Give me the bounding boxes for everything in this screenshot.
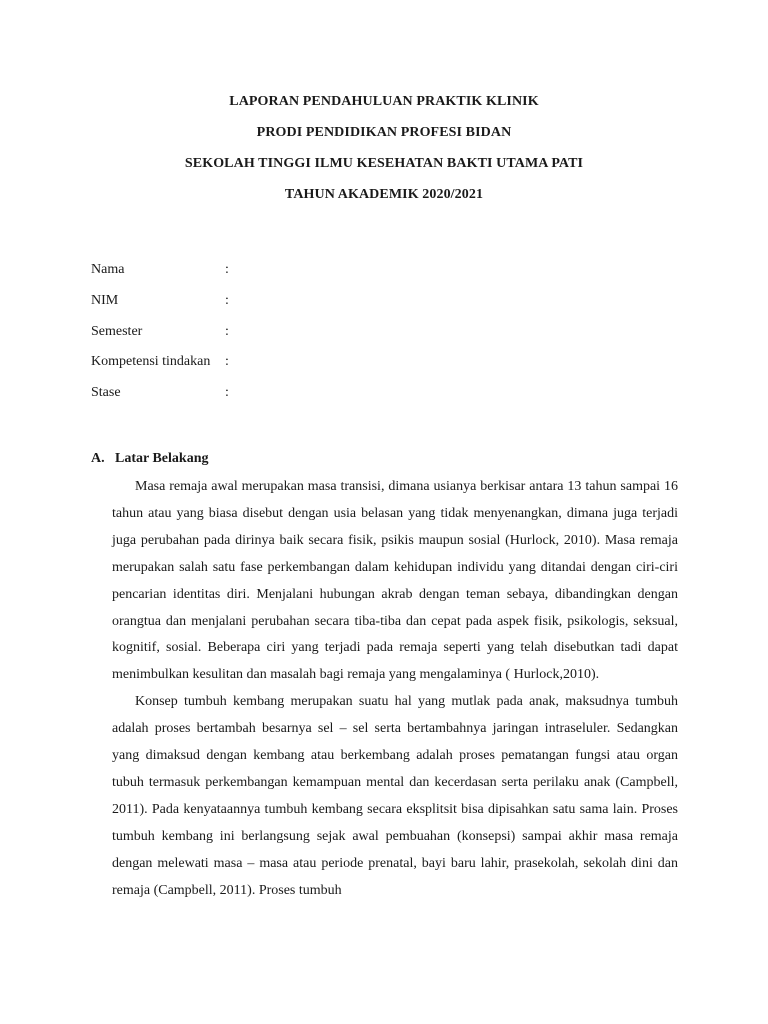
- identity-label: NIM: [91, 293, 119, 309]
- identity-form: [91, 255, 235, 408]
- section-title: Latar Belakang: [115, 451, 209, 466]
- identity-colon: :: [225, 293, 229, 309]
- identity-colon: :: [225, 323, 229, 339]
- section-heading: [91, 449, 208, 469]
- identity-row-semester: [91, 316, 235, 347]
- identity-label: Kompetensi tindakan: [91, 354, 211, 370]
- identity-label: Semester: [91, 323, 143, 339]
- identity-colon: :: [225, 385, 229, 401]
- header-academic-year-line: TAHUN AKADEMIK 2020/2021: [284, 187, 484, 202]
- identity-label: Nama: [91, 262, 125, 278]
- section-number: A.: [91, 451, 105, 466]
- identity-label: Stase: [91, 385, 121, 401]
- identity-row-kompetensi: [91, 347, 235, 378]
- paragraph: Masa remaja awal merupakan masa transisi, dimana usianya berkisar antara 13 tahun sampai 16 tahun atau yang biasa disebut dengan usia belasan yang tidak menyenangkan, dimana juga terjadi juga perubahan pada dirinya baik secara fisik, psikis maupun sosial (Hurlock, 2010). Masa remaja merupakan salah satu fase perkembangan dalam kehidupan individu yang ditandai dengan ciri-ciri pencarian identitas diri. Menjalani hubungan akrab dengan teman sebaya, dibandingkan dengan orangtua dan menjalani perubahan secara tiba-tiba dan cepat pada aspek fisik, psikologis, seksual, kognitif, sosial. Beberapa ciri yang terjadi pada remaja seperti yang telah disebutkan tadi dapat menimbulkan kesulitan dan masalah bagi remaja yang mengalaminya ( Hurlock,2010).: [112, 479, 678, 683]
- identity-colon: :: [225, 354, 229, 370]
- header-program-line: PRODI PENDIDIKAN PROFESI BIDAN: [256, 125, 512, 140]
- identity-colon: :: [225, 262, 229, 278]
- identity-row-nama: [91, 255, 235, 286]
- document-header: [0, 92, 768, 216]
- identity-row-nim: [91, 286, 235, 317]
- paragraph: Konsep tumbuh kembang merupakan suatu hal yang mutlak pada anak, maksudnya tumbuh adalah proses bertambah besarnya sel – sel serta bertambahnya jaringan intraseluler. Sedangkan yang dimaksud dengan kembang atau berkembang adalah proses pematangan fungsi atau organ tubuh termasuk perkembangan kemampuan mental dan kecerdasan serta perilaku anak (Campbell, 2011). Pada kenyataannya tumbuh kembang secara eksplitsit bisa dipisahkan satu sama lain. Proses tumbuh kembang ini berlangsung sejak awal pembuahan (konsepsi) sampai akhir masa remaja dengan melewati masa – masa atau periode prenatal, bayi baru lahir, prasekolah, sekolah dini dan remaja (Campbell, 2011). Proses tumbuh: [112, 694, 678, 898]
- header-title-line: LAPORAN PENDAHULUAN PRAKTIK KLINIK: [229, 94, 539, 109]
- identity-row-stase: [91, 378, 235, 409]
- header-institution-line: SEKOLAH TINGGI ILMU KESEHATAN BAKTI UTAMA PATI: [184, 156, 584, 171]
- section-body: [112, 474, 678, 905]
